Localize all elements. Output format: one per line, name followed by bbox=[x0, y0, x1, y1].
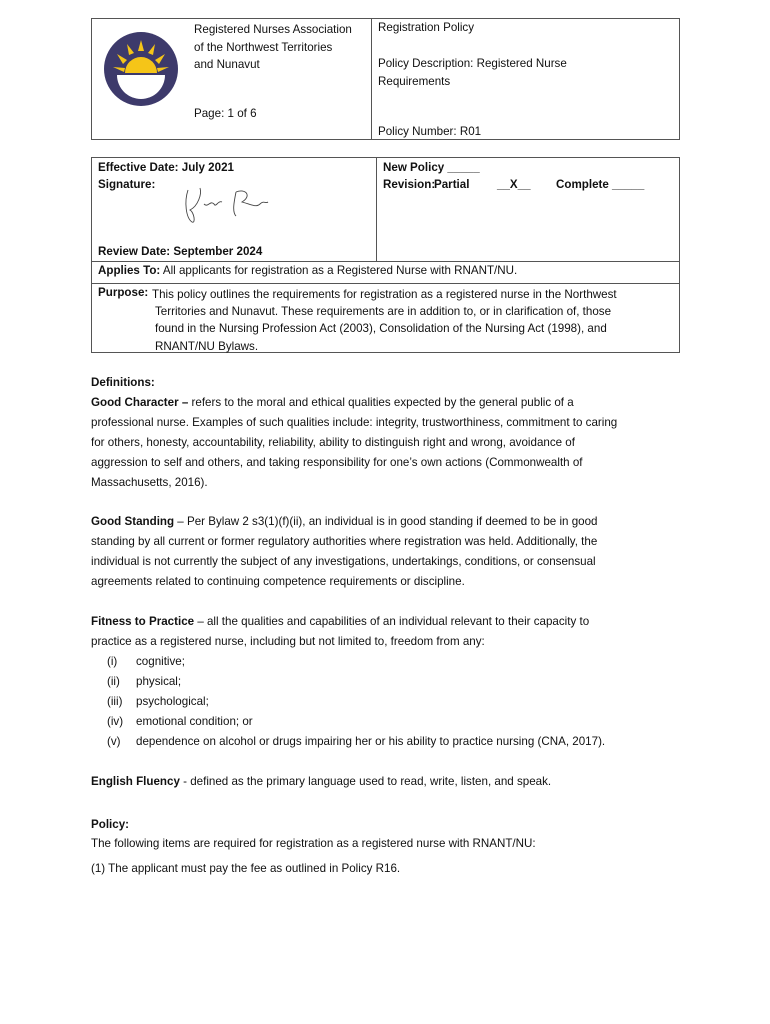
revision-cell bbox=[377, 158, 679, 261]
revision-partial-mark: __X__ bbox=[497, 178, 531, 191]
policy-info-table bbox=[91, 157, 680, 353]
purpose-row: Purpose: This policy outlines the requirements for registration as a registered nurse in the Northwest Territories and Nunavut. These requirements are in addition to, or in clarification of, those found in the Nursing Profession Act (2003), Consolidation of the Nursing Act (1998), and RNANT/NU Bylaws. bbox=[98, 286, 617, 353]
list-item: (iii) psychological; bbox=[107, 695, 209, 708]
list-item: (i) cognitive; bbox=[107, 655, 185, 668]
definitions-heading: Definitions: bbox=[91, 376, 155, 389]
applies-label: Applies To: bbox=[98, 264, 161, 277]
signature-image bbox=[180, 182, 270, 227]
review-date: Review Date: September 2024 bbox=[98, 245, 263, 258]
organization-name: Registered Nurses Association of the Northwest Territories and Nunavut bbox=[194, 23, 352, 71]
revision-complete: Complete _____ bbox=[556, 178, 645, 191]
good-standing-definition: Good Standing – Per Bylaw 2 s3(1)(f)(ii), an individual is in good standing if deemed to be in good standing by all current or former regulatory authorities where registration was held. Additionally, the individual is not currently the subject of any investigations, undertakings, conditions, or consensual agreements related to continuing competence requirements or discipline. bbox=[91, 515, 598, 588]
association-logo bbox=[103, 31, 179, 107]
effective-date: Effective Date: July 2021 bbox=[98, 161, 234, 174]
logo-cell bbox=[92, 19, 190, 139]
organization-cell bbox=[190, 19, 372, 139]
english-fluency-definition: English Fluency - defined as the primary language used to read, write, listen, and speak. bbox=[91, 775, 552, 788]
policy-item-1: (1) The applicant must pay the fee as outlined in Policy R16. bbox=[91, 862, 401, 875]
revision-label: Revision: bbox=[383, 178, 436, 191]
policy-number: Policy Number: R01 bbox=[378, 125, 482, 138]
policy-description: Policy Description: Registered Nurse Requirements bbox=[378, 57, 567, 88]
good-character-definition: Good Character – refers to the moral and ethical qualities expected by the general public of a professional nurse. Examples of such qualities include: integrity, trustworthiness, commitment to caring for others, honesty, accountability, reliability, ability to distinguish right and wrong, avoidance of aggression to self and others, and taking responsibility for one’s own actions (Commonwealth of Massachusetts, 2016). bbox=[91, 396, 618, 489]
header-table bbox=[91, 18, 680, 140]
applies-text: All applicants for registration as a Registered Nurse with RNANT/NU. bbox=[162, 264, 518, 277]
policy-heading: Policy: bbox=[91, 818, 130, 831]
applies-row bbox=[92, 261, 679, 284]
new-policy: New Policy _____ bbox=[383, 161, 480, 174]
list-item: (iv) emotional condition; or bbox=[107, 715, 253, 728]
list-item: (ii) physical; bbox=[107, 675, 182, 688]
purpose-text: This policy outlines the requirements for registration as a registered nurse in the Northwest bbox=[152, 288, 617, 301]
policy-title: Registration Policy bbox=[378, 21, 475, 34]
fitness-definition: Fitness to Practice – all the qualities and capabilities of an individual relevant to their capacity to practice as a registered nurse, including but not limited to, freedom from any: bbox=[91, 615, 590, 648]
list-item: (v) dependence on alcohol or drugs impairing her or his ability to practice nursing (CNA, 2017). bbox=[107, 735, 606, 748]
signature-label: Signature: bbox=[98, 178, 156, 191]
dates-cell bbox=[92, 158, 377, 261]
revision-partial: Partial bbox=[434, 178, 470, 191]
policy-info-cell bbox=[372, 19, 679, 139]
purpose-label: Purpose: bbox=[98, 286, 149, 299]
fitness-list bbox=[107, 652, 605, 752]
dates-row bbox=[92, 158, 679, 262]
policy-intro: The following items are required for registration as a registered nurse with RNANT/NU: bbox=[91, 837, 536, 850]
page-number: Page: 1 of 6 bbox=[194, 107, 257, 120]
